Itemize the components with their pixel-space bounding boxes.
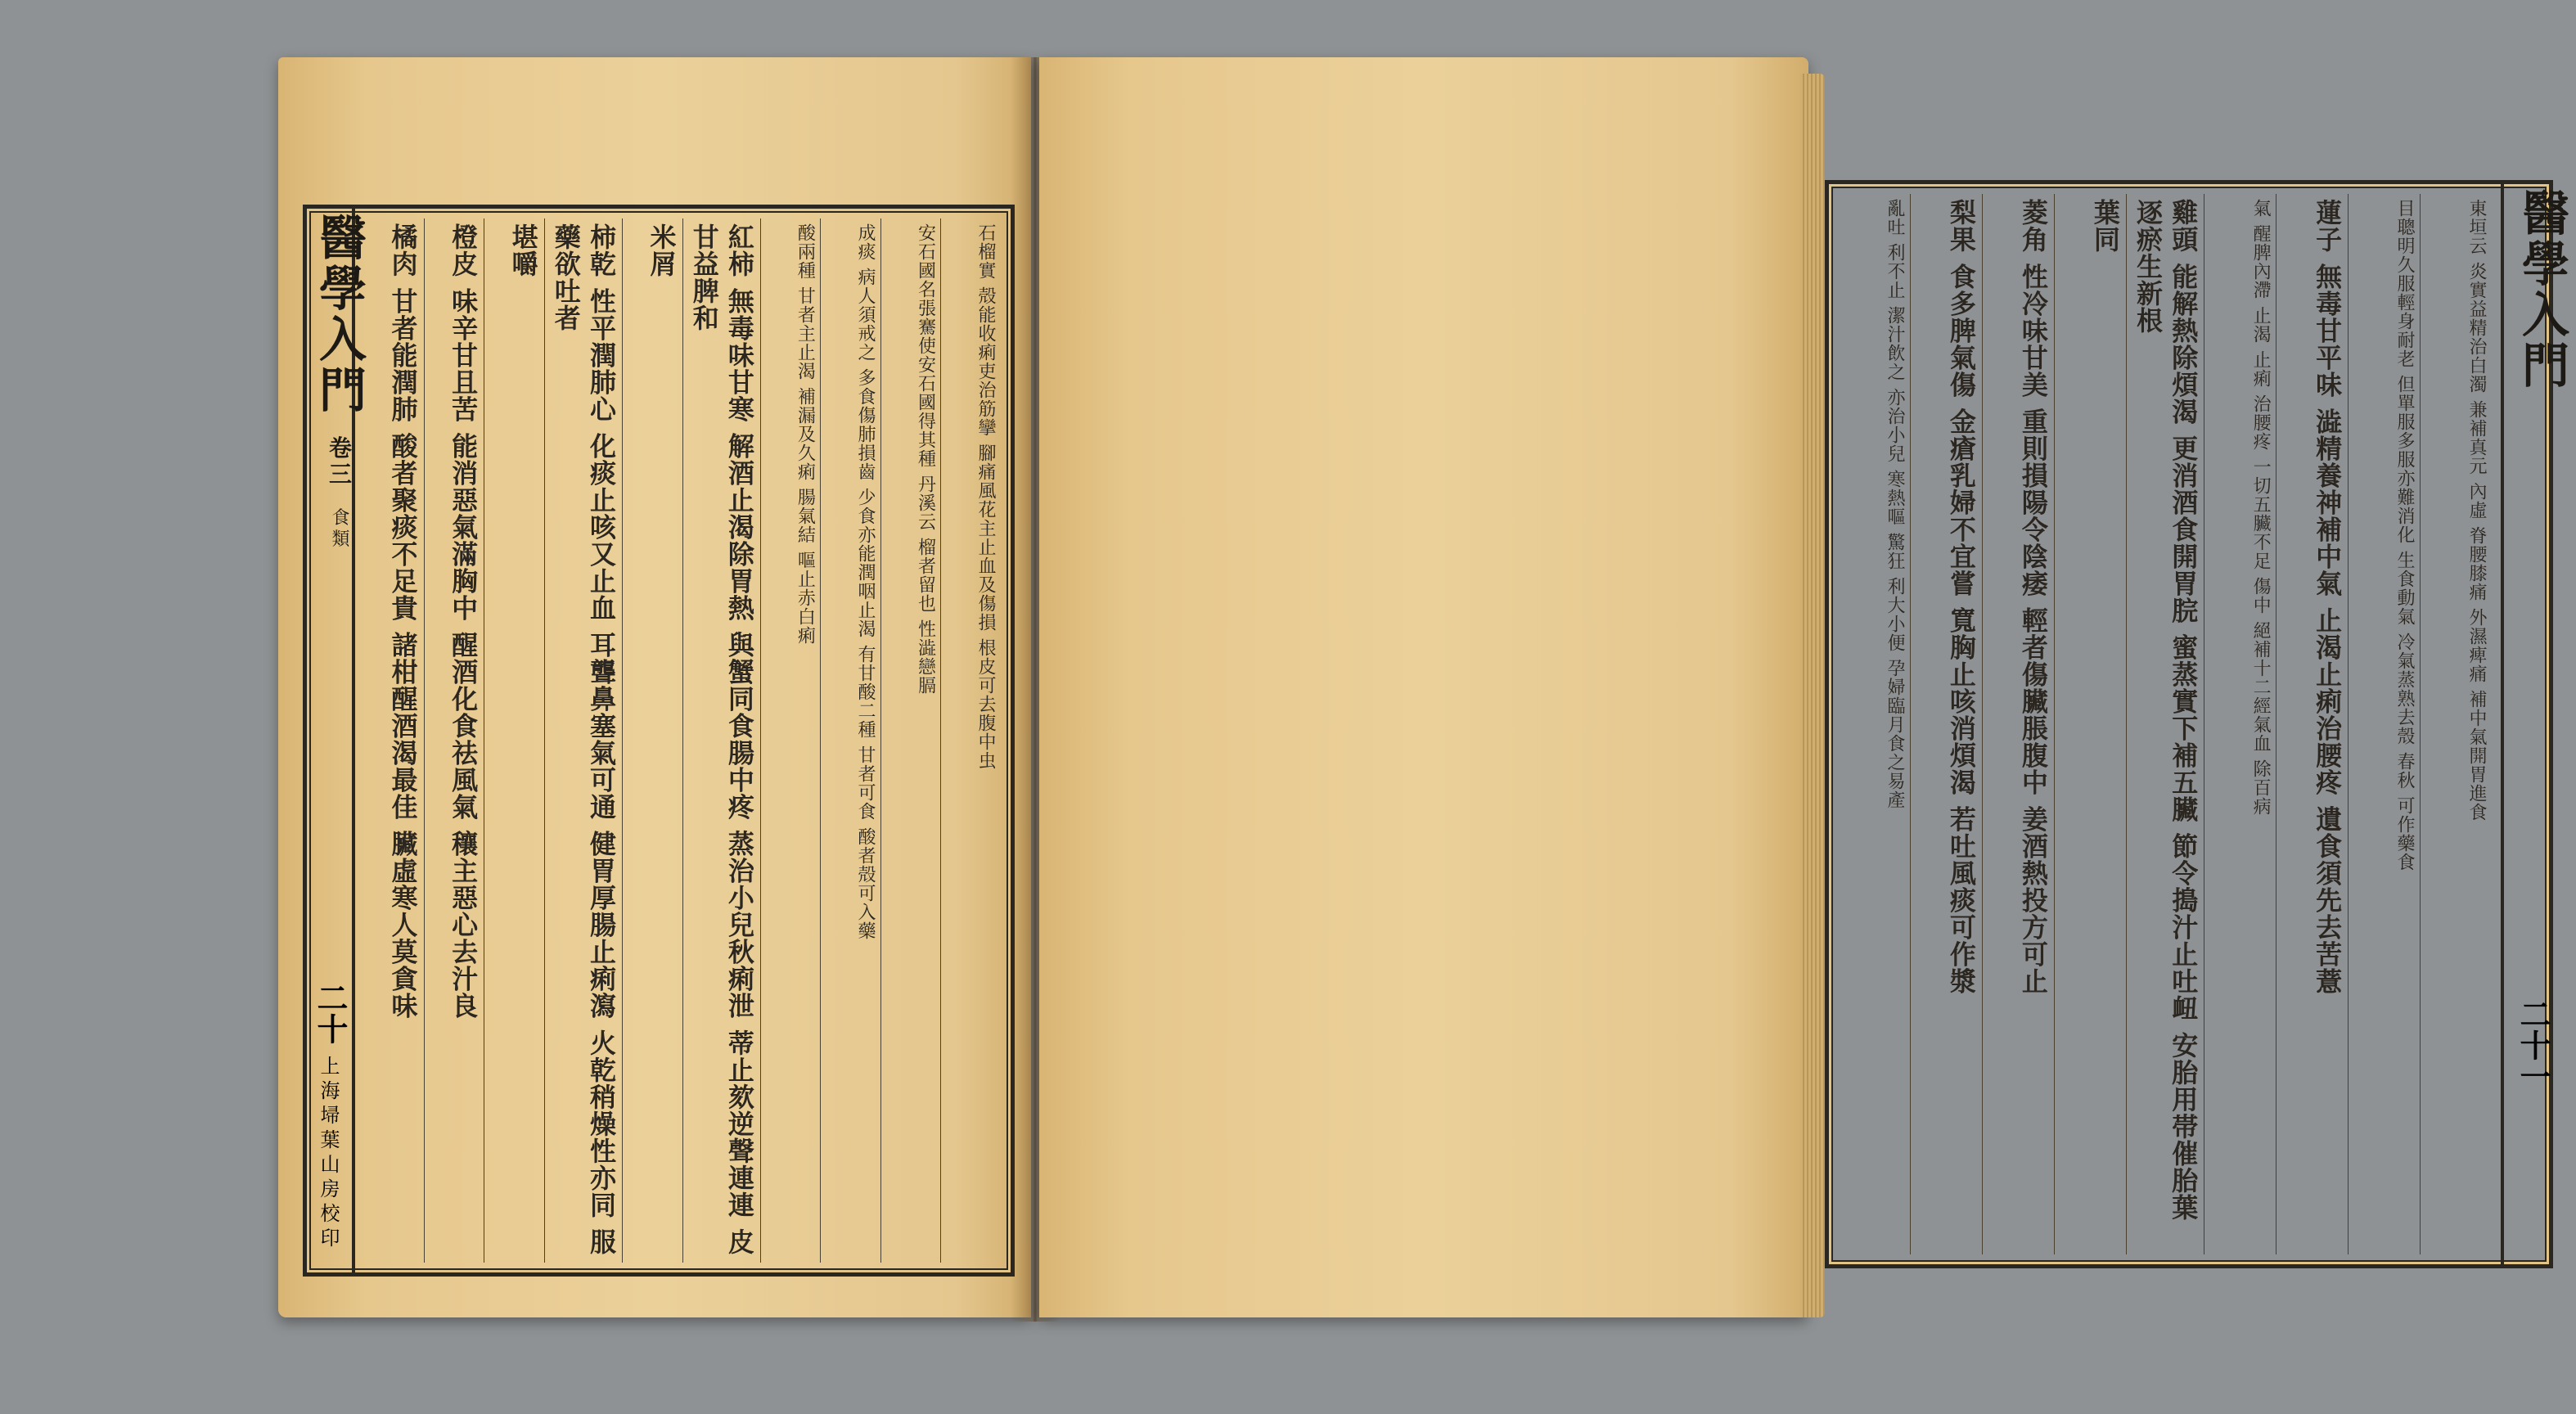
left-page (278, 57, 1031, 1317)
text-column: 成痰 病人須戒之 多食傷肺損齒 少食亦能潤咽止渴 有甘酸二種 甘者可食 酸者殻可入藥 (820, 218, 880, 1263)
text-column: 亂吐 利不止 潔汁飲之 亦治小兒 寒熱嘔 驚狂 利大小便 孕婦臨月食之易產 (1884, 199, 1905, 809)
left-title-band (303, 205, 367, 1277)
text-column: 安石國名張騫使安石國得其種 丹溪云 榴者留也 性澁戀膈 (880, 218, 941, 1263)
text-column: 石榴實 殻能收痢吏治筋攣 腳痛風花主止血及傷損 根皮可去腹中虫 (940, 218, 1001, 1263)
text-column: 東垣云 炎實益精治白濁 兼補真元 內虛 脊腰膝痛 外濕痺痛 補中氣開胃進食 (2420, 194, 2492, 1254)
book-title: 醫學入門 (311, 213, 367, 416)
entry-heading-column: 葉同 (2054, 194, 2126, 1254)
volume-label: 卷三 (326, 435, 353, 489)
left-text-columns (364, 218, 1001, 1263)
right-title-band (2501, 180, 2569, 1268)
entry-heading-column: 米屑 (622, 218, 682, 1263)
page-number-right: 二十一 (2515, 998, 2551, 1092)
text-column: 氣 醒脾內滯 止渴 止痢 治腰疼 一切五臟不足 傷中 絕補十二經氣血 除百病 (2204, 194, 2276, 1254)
entry-heading-column: 堪嚼 (484, 218, 544, 1263)
entry-heading-column: 梨果 食多脾氣傷 金瘡乳婦不宜嘗 寬胸止咳消煩渴 若吐風痰可作漿 (1910, 194, 1982, 1254)
right-text-columns (1839, 194, 2492, 1254)
entry-heading-column: 紅柿 無毒味甘寒 解酒止渴除胃熱 與蟹同食腸中疼 蒸治小兒秋痢泄 蒂止欬逆聲連連 皮甘益脾和 (682, 218, 760, 1263)
text-column: 目聰明久服輕身耐老 但單服多服亦難消化 生食動氣 冷氣蒸熟去殼 春秋 可作藥食 (2348, 194, 2420, 1254)
entry-heading-column: 橘肉 甘者能潤肺 酸者聚痰不足貴 諸柑醒酒渴最佳 臟虛寒人莫貪味 (387, 223, 419, 1020)
right-page-frame (1825, 180, 2569, 1268)
section-label: 食類 (329, 507, 349, 551)
page-edges (1800, 74, 1825, 1317)
text-column: 酸兩種 甘者主止渴 補漏及久痢 腸氣結 嘔止赤白痢 (760, 218, 821, 1263)
entry-heading-column: 雞頭 能解熱除煩渴 更消酒食開胃脘 蜜蒸實下補五臟 節令搗汁止吐衄 安胎用帯催胎葉 逐瘀生新根 (2126, 194, 2204, 1254)
entry-heading-column: 菱角 性冷味甘美 重則損陽令陰痿 輕者傷臟脹腹中 姜酒熱投方可止 (1982, 194, 2054, 1254)
book-title-block (304, 213, 373, 550)
right-book-title: 醫學入門 (2514, 188, 2569, 391)
publisher-label: 上海埽葉山房校印 (317, 1056, 340, 1252)
entry-heading-column: 柿乾 性平潤肺心 化痰止咳又止血 耳聾鼻塞氣可通 健胃厚腸止痢瀉 火乾稍燥性亦同 服藥欲吐者 (544, 218, 622, 1263)
entry-heading-column: 蓮子 無毒甘平味 澁精養神補中氣 止渴止痢治腰疼 遺食須先去苦薏 (2276, 194, 2348, 1254)
open-book (270, 57, 2569, 1342)
page-number-left: 二十 (312, 982, 349, 1044)
entry-heading-column: 橙皮 味辛甘且苦 能消惡氣滿胸中 醒酒化食祛風氣 穰主惡心去汁良 (424, 218, 484, 1263)
right-page (1039, 57, 2569, 1317)
left-page-frame (303, 205, 1015, 1277)
